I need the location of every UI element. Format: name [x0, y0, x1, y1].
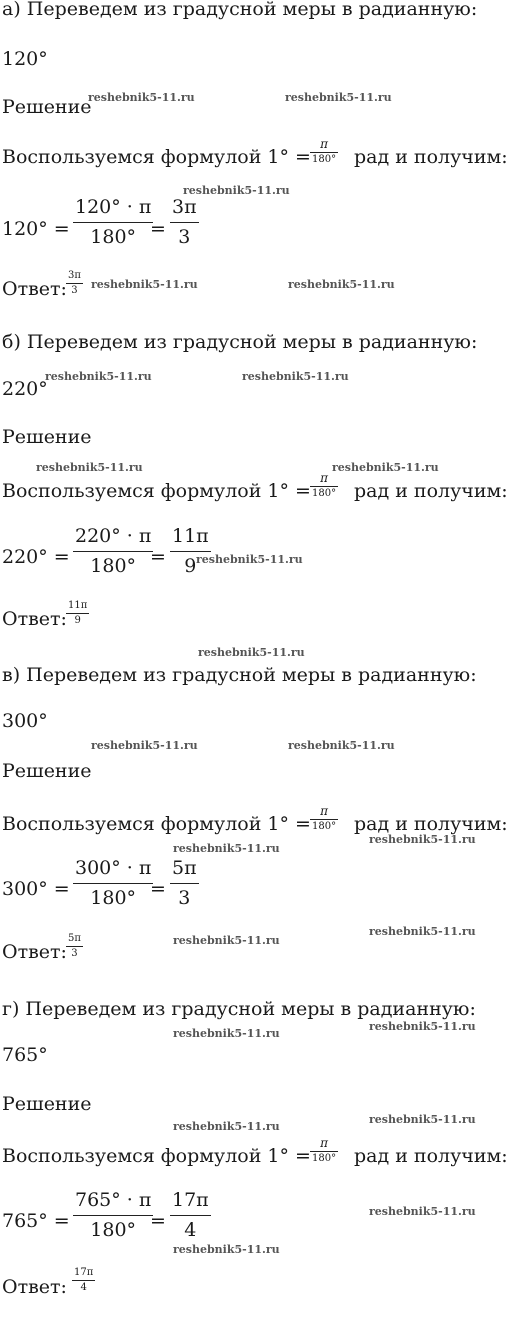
section-a-degree: 120° — [2, 48, 48, 70]
section-c-eq-fraction-2 — [170, 859, 199, 908]
eq-frac2-numerator: 17π — [172, 1189, 209, 1211]
section-a-eq-fraction-1 — [73, 198, 153, 247]
section-b-heading: б) Переведем из градусной меры в радианную: — [2, 331, 478, 353]
eq-frac1-denominator: 180° — [90, 555, 137, 577]
watermark: reshebnik5-11.ru — [173, 1027, 280, 1040]
section-b-formula-fraction — [310, 472, 338, 499]
section-d-eq-fraction-1 — [73, 1191, 153, 1240]
section-d-answer-fraction — [72, 1268, 95, 1293]
section-a-eq-lhs: 120° = — [2, 218, 70, 240]
section-a-eq-fraction-2 — [170, 198, 199, 247]
section-a-formula-suffix: рад и получим: — [354, 146, 508, 168]
eq-frac2-numerator: 11π — [172, 525, 209, 547]
eq-frac1-numerator: 300° · π — [75, 857, 152, 879]
section-c-degree: 300° — [2, 710, 48, 732]
section-a-formula-prefix: Воспользуемся формулой 1° = — [2, 146, 311, 168]
section-d-eq-fraction-2 — [170, 1191, 211, 1240]
watermark: reshebnik5-11.ru — [198, 646, 305, 659]
formula-frac-denominator: 180° — [312, 1153, 337, 1164]
watermark: reshebnik5-11.ru — [288, 278, 395, 291]
section-d-formula-fraction — [310, 1137, 338, 1164]
section-a-answer-fraction — [66, 271, 83, 296]
section-b-answer-label: Ответ: — [2, 608, 67, 630]
eq-frac1-numerator: 765° · π — [75, 1189, 152, 1211]
section-b-eq-fraction-2 — [170, 527, 211, 576]
section-b-answer-fraction — [66, 601, 89, 626]
watermark: reshebnik5-11.ru — [173, 842, 280, 855]
section-b-formula-suffix: рад и получим: — [354, 480, 508, 502]
answer-denominator: 4 — [80, 1282, 87, 1293]
watermark: reshebnik5-11.ru — [183, 184, 290, 197]
section-a-answer-label: Ответ: — [2, 278, 67, 300]
formula-frac-denominator: 180° — [312, 821, 337, 832]
section-b-eq-mid: = — [150, 546, 166, 568]
formula-frac-numerator: π — [320, 1136, 328, 1150]
section-a-formula-fraction — [310, 138, 338, 165]
formula-frac-numerator: π — [320, 471, 328, 485]
formula-frac-numerator: π — [320, 137, 328, 151]
formula-frac-denominator: 180° — [312, 154, 337, 165]
eq-frac2-numerator: 5π — [172, 857, 197, 879]
answer-numerator: 3π — [68, 270, 81, 281]
section-c-formula-fraction — [310, 805, 338, 832]
section-b-solution-label: Решение — [2, 426, 92, 448]
section-c-answer-fraction — [66, 934, 83, 959]
section-b-degree: 220° — [2, 378, 48, 400]
eq-frac2-denominator: 3 — [178, 226, 191, 248]
watermark: reshebnik5-11.ru — [173, 1243, 280, 1256]
watermark: reshebnik5-11.ru — [91, 278, 198, 291]
watermark: reshebnik5-11.ru — [36, 461, 143, 474]
section-c-solution-label: Решение — [2, 760, 92, 782]
section-d-solution-label: Решение — [2, 1093, 92, 1115]
watermark: reshebnik5-11.ru — [173, 1120, 280, 1133]
watermark: reshebnik5-11.ru — [242, 370, 349, 383]
answer-numerator: 11π — [68, 600, 88, 611]
eq-frac2-denominator: 3 — [178, 887, 191, 909]
watermark: reshebnik5-11.ru — [173, 934, 280, 947]
watermark: reshebnik5-11.ru — [369, 1113, 476, 1126]
answer-numerator: 17π — [74, 1267, 94, 1278]
eq-frac1-numerator: 220° · π — [75, 525, 152, 547]
section-b-formula-prefix: Воспользуемся формулой 1° = — [2, 480, 311, 502]
section-c-formula-suffix: рад и получим: — [354, 813, 508, 835]
eq-frac1-denominator: 180° — [90, 226, 137, 248]
section-c-eq-lhs: 300° = — [2, 878, 70, 900]
section-d-eq-mid: = — [150, 1210, 166, 1232]
section-c-answer-label: Ответ: — [2, 941, 67, 963]
section-d-degree: 765° — [2, 1044, 48, 1066]
watermark: reshebnik5-11.ru — [369, 1020, 476, 1033]
section-d-eq-lhs: 765° = — [2, 1210, 70, 1232]
watermark: reshebnik5-11.ru — [45, 370, 152, 383]
section-c-heading: в) Переведем из градусной меры в радианную: — [2, 664, 477, 686]
answer-denominator: 9 — [74, 615, 81, 626]
formula-frac-numerator: π — [320, 804, 328, 818]
section-a-heading: а) Переведем из градусной меры в радианную: — [2, 0, 478, 20]
watermark: reshebnik5-11.ru — [285, 91, 392, 104]
watermark: reshebnik5-11.ru — [369, 1205, 476, 1218]
watermark: reshebnik5-11.ru — [288, 739, 395, 752]
section-a-eq-mid: = — [150, 218, 166, 240]
eq-frac2-denominator: 4 — [184, 1219, 197, 1241]
section-a-solution-label: Решение — [2, 96, 92, 118]
eq-frac1-numerator: 120° · π — [75, 196, 152, 218]
watermark: reshebnik5-11.ru — [196, 553, 303, 566]
section-d-heading: г) Переведем из градусной меры в радианную: — [2, 998, 476, 1020]
eq-frac2-denominator: 9 — [184, 555, 197, 577]
watermark: reshebnik5-11.ru — [91, 739, 198, 752]
section-d-answer-label: Ответ: — [2, 1276, 67, 1298]
watermark: reshebnik5-11.ru — [369, 925, 476, 938]
watermark: reshebnik5-11.ru — [332, 461, 439, 474]
eq-frac1-denominator: 180° — [90, 1219, 137, 1241]
section-d-formula-prefix: Воспользуемся формулой 1° = — [2, 1145, 311, 1167]
eq-frac1-denominator: 180° — [90, 887, 137, 909]
answer-denominator: 3 — [71, 285, 78, 296]
watermark: reshebnik5-11.ru — [88, 91, 195, 104]
eq-frac2-numerator: 3π — [172, 196, 197, 218]
formula-frac-denominator: 180° — [312, 488, 337, 499]
section-c-eq-mid: = — [150, 878, 166, 900]
section-c-formula-prefix: Воспользуемся формулой 1° = — [2, 813, 311, 835]
section-b-eq-lhs: 220° = — [2, 546, 70, 568]
answer-numerator: 5π — [68, 933, 81, 944]
section-d-formula-suffix: рад и получим: — [354, 1145, 508, 1167]
section-c-eq-fraction-1 — [73, 859, 153, 908]
watermark: reshebnik5-11.ru — [369, 833, 476, 846]
answer-denominator: 3 — [71, 948, 78, 959]
section-b-eq-fraction-1 — [73, 527, 153, 576]
